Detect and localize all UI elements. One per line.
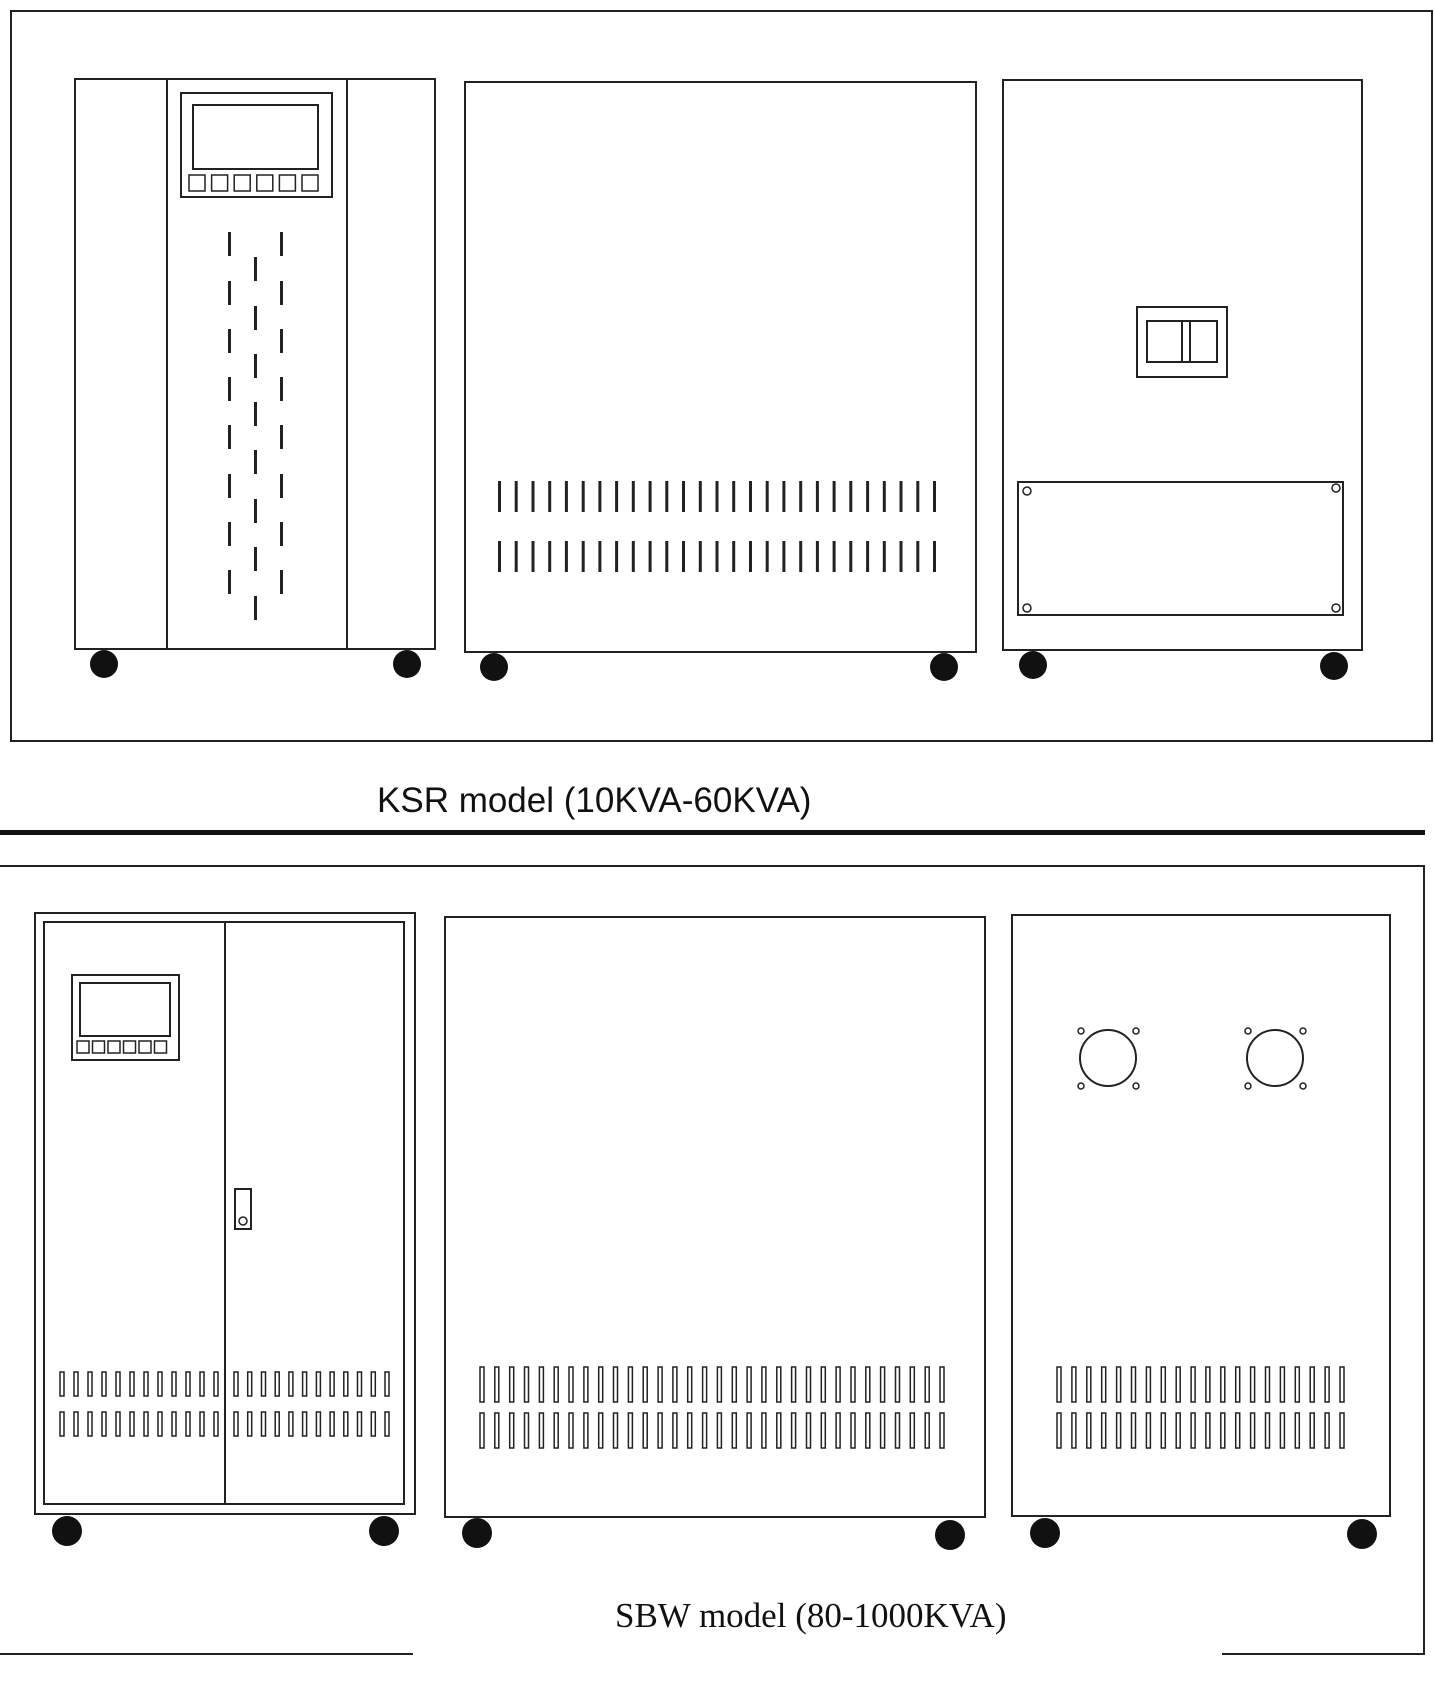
wheel	[935, 1520, 965, 1550]
vent-slot	[1340, 1367, 1344, 1402]
vent-slot	[933, 541, 936, 572]
vent-slot	[1176, 1367, 1180, 1402]
vent-slot	[582, 481, 585, 512]
wheel	[369, 1516, 399, 1546]
vent-slot	[532, 481, 535, 512]
vent-slot	[280, 329, 283, 353]
vent-slot	[1132, 1367, 1136, 1402]
vent-slot	[749, 481, 752, 512]
vent-slot	[1221, 1367, 1225, 1402]
vent-slot	[1132, 1413, 1136, 1448]
vent-slot	[228, 377, 231, 401]
vent-slot	[703, 1367, 707, 1402]
keypad-button	[234, 175, 250, 191]
vent-slot	[1221, 1413, 1225, 1448]
vent-slot	[88, 1412, 92, 1436]
vent-slot	[1146, 1367, 1150, 1402]
vent-slot	[1072, 1367, 1076, 1402]
vent-slot	[254, 450, 257, 474]
ksr-display-panel	[181, 93, 332, 197]
vent-slot	[515, 541, 518, 572]
vent-slot	[254, 402, 257, 426]
vent-slot	[1191, 1367, 1195, 1402]
vent-slot	[280, 522, 283, 546]
vent-slot	[615, 481, 618, 512]
vent-slot	[896, 1413, 900, 1448]
ksr-breaker-switch	[1137, 307, 1227, 377]
vent-slot	[682, 541, 685, 572]
wheel	[480, 653, 508, 681]
vent-slot	[88, 1372, 92, 1396]
vent-slot	[1325, 1367, 1329, 1402]
vent-slot	[682, 481, 685, 512]
vent-slot	[643, 1367, 647, 1402]
ksr-switch-cabinet	[1003, 80, 1362, 680]
vent-slot	[614, 1413, 618, 1448]
vent-slot	[916, 541, 919, 572]
vent-slot	[228, 570, 231, 594]
vent-slot	[747, 1413, 751, 1448]
sbw-display-screen	[80, 983, 170, 1036]
vent-slot	[495, 1367, 499, 1402]
vent-slot	[866, 1367, 870, 1402]
vent-slot	[762, 1413, 766, 1448]
vent-slot	[883, 541, 886, 572]
vent-slot	[688, 1367, 692, 1402]
vent-slot	[228, 425, 231, 449]
vent-slot	[280, 281, 283, 305]
vent-slot	[1236, 1367, 1240, 1402]
vent-slot	[1161, 1413, 1165, 1448]
vent-slot	[792, 1367, 796, 1402]
vent-slot	[1325, 1413, 1329, 1448]
vent-slot	[1117, 1367, 1121, 1402]
keypad-button	[139, 1041, 151, 1053]
vent-slot	[821, 1367, 825, 1402]
vent-slot	[658, 1367, 662, 1402]
vent-slot	[792, 1413, 796, 1448]
wheel	[930, 653, 958, 681]
vent-slot	[732, 481, 735, 512]
vent-slot	[539, 1367, 543, 1402]
ksr-terminal-cover	[1018, 482, 1343, 615]
vent-slot	[799, 481, 802, 512]
vent-slot	[816, 481, 819, 512]
vent-slot	[1266, 1367, 1270, 1402]
vent-slot	[883, 481, 886, 512]
vent-slot	[1176, 1413, 1180, 1448]
sbw-meter-cabinet	[1012, 915, 1390, 1549]
vent-slot	[688, 1413, 692, 1448]
vent-slot	[515, 481, 518, 512]
vent-slot	[732, 541, 735, 572]
vent-slot	[1236, 1413, 1240, 1448]
vent-slot	[584, 1413, 588, 1448]
vent-slot	[186, 1412, 190, 1436]
vent-slot	[495, 1413, 499, 1448]
vent-slot	[1310, 1413, 1314, 1448]
vent-slot	[749, 541, 752, 572]
vent-slot	[1057, 1413, 1061, 1448]
vent-slot	[799, 541, 802, 572]
vent-slot	[254, 499, 257, 523]
vent-slot	[289, 1372, 293, 1396]
vent-slot	[525, 1413, 529, 1448]
vent-slot	[548, 541, 551, 572]
vent-slot	[910, 1367, 914, 1402]
vent-slot	[716, 481, 719, 512]
screw-icon	[1332, 604, 1340, 612]
vent-slot	[228, 232, 231, 256]
vent-slot	[582, 541, 585, 572]
vent-slot	[940, 1413, 944, 1448]
vent-slot	[910, 1413, 914, 1448]
vent-slot	[60, 1372, 64, 1396]
vent-slot	[851, 1367, 855, 1402]
vent-slot	[866, 541, 869, 572]
vent-slot	[569, 1367, 573, 1402]
vent-slot	[782, 541, 785, 572]
vent-slot	[480, 1367, 484, 1402]
vent-slot	[358, 1372, 362, 1396]
vent-slot	[303, 1412, 307, 1436]
vent-slot	[254, 257, 257, 281]
vent-slot	[933, 481, 936, 512]
vent-slot	[1310, 1367, 1314, 1402]
vent-slot	[330, 1372, 334, 1396]
vent-slot	[228, 281, 231, 305]
vent-slot	[254, 547, 257, 571]
ksr-section	[11, 11, 1432, 820]
vent-slot	[777, 1413, 781, 1448]
vent-slot	[766, 541, 769, 572]
section-divider	[0, 830, 1425, 835]
vent-slot	[1087, 1413, 1091, 1448]
vent-slot	[569, 1413, 573, 1448]
vent-slot	[673, 1367, 677, 1402]
wheel	[1320, 652, 1348, 680]
vent-slot	[649, 481, 652, 512]
vent-slot	[673, 1413, 677, 1448]
vent-slot	[248, 1372, 252, 1396]
vent-slot	[1161, 1367, 1165, 1402]
vent-slot	[234, 1372, 238, 1396]
vent-slot	[510, 1367, 514, 1402]
vent-slot	[716, 541, 719, 572]
keypad-button	[108, 1041, 120, 1053]
keypad-button	[212, 175, 228, 191]
vent-slot	[280, 377, 283, 401]
vent-slot	[130, 1412, 134, 1436]
vent-slot	[849, 481, 852, 512]
vent-slot	[262, 1412, 266, 1436]
vent-slot	[866, 481, 869, 512]
vent-slot	[851, 1413, 855, 1448]
vent-slot	[275, 1372, 279, 1396]
vent-slot	[598, 541, 601, 572]
vent-slot	[821, 1413, 825, 1448]
wheel	[393, 650, 421, 678]
vent-slot	[628, 1367, 632, 1402]
vent-slot	[74, 1412, 78, 1436]
vent-slot	[649, 541, 652, 572]
wheel	[1019, 651, 1047, 679]
vent-slot	[303, 1372, 307, 1396]
vent-slot	[498, 541, 501, 572]
keypad-button	[302, 175, 318, 191]
vent-slot	[925, 1413, 929, 1448]
vent-slot	[896, 1367, 900, 1402]
vent-slot	[358, 1412, 362, 1436]
vent-slot	[498, 481, 501, 512]
vent-slot	[1280, 1413, 1284, 1448]
vent-slot	[1191, 1413, 1195, 1448]
vent-slot	[1295, 1367, 1299, 1402]
vent-slot	[1102, 1413, 1106, 1448]
vent-slot	[599, 1413, 603, 1448]
vent-slot	[548, 481, 551, 512]
vent-slot	[214, 1412, 218, 1436]
vent-slot	[262, 1372, 266, 1396]
keypad-button	[257, 175, 273, 191]
vent-slot	[1072, 1413, 1076, 1448]
ksr-keypad	[189, 175, 318, 191]
vent-slot	[1057, 1367, 1061, 1402]
vent-slot	[940, 1367, 944, 1402]
meter-icon	[1078, 1028, 1139, 1089]
vent-slot	[628, 1413, 632, 1448]
vent-slot	[565, 481, 568, 512]
vent-slot	[658, 1413, 662, 1448]
vent-slot	[1340, 1413, 1344, 1448]
vent-slot	[116, 1412, 120, 1436]
vent-slot	[599, 1367, 603, 1402]
vent-slot	[643, 1413, 647, 1448]
vent-slot	[632, 541, 635, 572]
vent-slot	[717, 1413, 721, 1448]
vent-slot	[280, 570, 283, 594]
vent-slot	[280, 232, 283, 256]
vent-slot	[833, 541, 836, 572]
vent-slot	[699, 481, 702, 512]
vent-slot	[699, 541, 702, 572]
vent-slot	[60, 1412, 64, 1436]
vent-slot	[344, 1372, 348, 1396]
ksr-vent-slots	[228, 232, 283, 620]
vent-slot	[102, 1412, 106, 1436]
vent-slot	[1102, 1367, 1106, 1402]
vent-slot	[565, 541, 568, 572]
screw-icon	[1023, 604, 1031, 612]
vent-slot	[1251, 1413, 1255, 1448]
vent-slot	[747, 1367, 751, 1402]
vent-slot	[144, 1372, 148, 1396]
keypad-button	[155, 1041, 167, 1053]
sbw-display-panel	[72, 975, 179, 1060]
vent-slot	[554, 1367, 558, 1402]
vent-slot	[777, 1367, 781, 1402]
vent-slot	[1280, 1367, 1284, 1402]
ksr-control-cabinet	[75, 79, 435, 678]
vent-slot	[632, 481, 635, 512]
sbw-vent-grille	[480, 1367, 944, 1448]
vent-slot	[510, 1413, 514, 1448]
vent-slot	[1206, 1367, 1210, 1402]
vent-slot	[214, 1372, 218, 1396]
vent-slot	[280, 474, 283, 498]
ksr-display-screen	[193, 105, 318, 169]
sbw-control-cabinet	[35, 913, 415, 1546]
wheel	[1347, 1519, 1377, 1549]
vent-slot	[1117, 1413, 1121, 1448]
screw-icon	[1023, 487, 1031, 495]
vent-slot	[254, 596, 257, 620]
vent-slot	[371, 1372, 375, 1396]
vent-slot	[480, 1413, 484, 1448]
vent-slot	[172, 1372, 176, 1396]
vent-slot	[532, 541, 535, 572]
vent-slot	[1266, 1413, 1270, 1448]
vent-slot	[316, 1412, 320, 1436]
wheel	[462, 1518, 492, 1548]
door-handle	[235, 1189, 251, 1229]
vent-slot	[200, 1372, 204, 1396]
vent-slot	[102, 1372, 106, 1396]
vent-slot	[248, 1412, 252, 1436]
vent-slot	[280, 425, 283, 449]
wheel	[1030, 1518, 1060, 1548]
keypad-button	[189, 175, 205, 191]
keypad-button	[279, 175, 295, 191]
vent-slot	[130, 1372, 134, 1396]
vent-slot	[228, 329, 231, 353]
vent-slot	[330, 1412, 334, 1436]
vent-slot	[916, 481, 919, 512]
vent-slot	[74, 1372, 78, 1396]
vent-slot	[925, 1367, 929, 1402]
vent-slot	[881, 1413, 885, 1448]
sbw-keypad	[77, 1041, 167, 1053]
vent-slot	[539, 1413, 543, 1448]
vent-slot	[385, 1412, 389, 1436]
vent-slot	[172, 1412, 176, 1436]
vent-slot	[900, 481, 903, 512]
vent-slot	[900, 541, 903, 572]
screw-icon	[1332, 484, 1340, 492]
vent-slot	[762, 1367, 766, 1402]
vent-slot	[116, 1372, 120, 1396]
vent-slot	[766, 481, 769, 512]
sbw-section	[0, 866, 1424, 1654]
vent-slot	[228, 474, 231, 498]
vent-slot	[234, 1412, 238, 1436]
vent-slot	[849, 541, 852, 572]
vent-slot	[614, 1367, 618, 1402]
sbw-transformer-cabinet	[445, 917, 985, 1550]
vent-slot	[554, 1413, 558, 1448]
vent-slot	[144, 1412, 148, 1436]
ksr-caption: KSR model (10KVA-60KVA)	[377, 781, 812, 820]
ksr-vent-grille	[498, 481, 936, 572]
vent-slot	[703, 1413, 707, 1448]
sbw-vent-grille	[1057, 1367, 1344, 1448]
vent-slot	[1251, 1367, 1255, 1402]
vent-slot	[385, 1372, 389, 1396]
vent-slot	[615, 541, 618, 572]
vent-slot	[316, 1372, 320, 1396]
vent-slot	[833, 481, 836, 512]
keypad-button	[93, 1041, 105, 1053]
vent-slot	[158, 1412, 162, 1436]
vent-slot	[732, 1413, 736, 1448]
vent-slot	[807, 1413, 811, 1448]
vent-slot	[881, 1367, 885, 1402]
vent-slot	[782, 481, 785, 512]
vent-slot	[1146, 1413, 1150, 1448]
vent-slot	[1206, 1413, 1210, 1448]
vent-slot	[200, 1412, 204, 1436]
vent-slot	[598, 481, 601, 512]
vent-slot	[816, 541, 819, 572]
vent-slot	[371, 1412, 375, 1436]
vent-slot	[807, 1367, 811, 1402]
vent-slot	[228, 522, 231, 546]
keypad-button	[124, 1041, 136, 1053]
sbw-frame	[0, 866, 1424, 1654]
meter-icon	[1245, 1028, 1306, 1089]
vent-slot	[836, 1367, 840, 1402]
vent-slot	[186, 1372, 190, 1396]
vent-slot	[584, 1367, 588, 1402]
vent-slot	[158, 1372, 162, 1396]
vent-slot	[866, 1413, 870, 1448]
vent-slot	[254, 354, 257, 378]
vent-slot	[1087, 1367, 1091, 1402]
vent-slot	[275, 1412, 279, 1436]
vent-slot	[665, 541, 668, 572]
vent-slot	[836, 1413, 840, 1448]
vent-slot	[1295, 1413, 1299, 1448]
vent-slot	[665, 481, 668, 512]
sbw-caption: SBW model (80-1000KVA)	[615, 1596, 1007, 1635]
vent-slot	[717, 1367, 721, 1402]
keypad-button	[77, 1041, 89, 1053]
vent-slot	[254, 306, 257, 330]
wheel	[90, 650, 118, 678]
ksr-transformer-cabinet	[465, 82, 976, 681]
vent-slot	[732, 1367, 736, 1402]
vent-slot	[525, 1367, 529, 1402]
vent-slot	[344, 1412, 348, 1436]
wheel	[52, 1516, 82, 1546]
vent-slot	[289, 1412, 293, 1436]
